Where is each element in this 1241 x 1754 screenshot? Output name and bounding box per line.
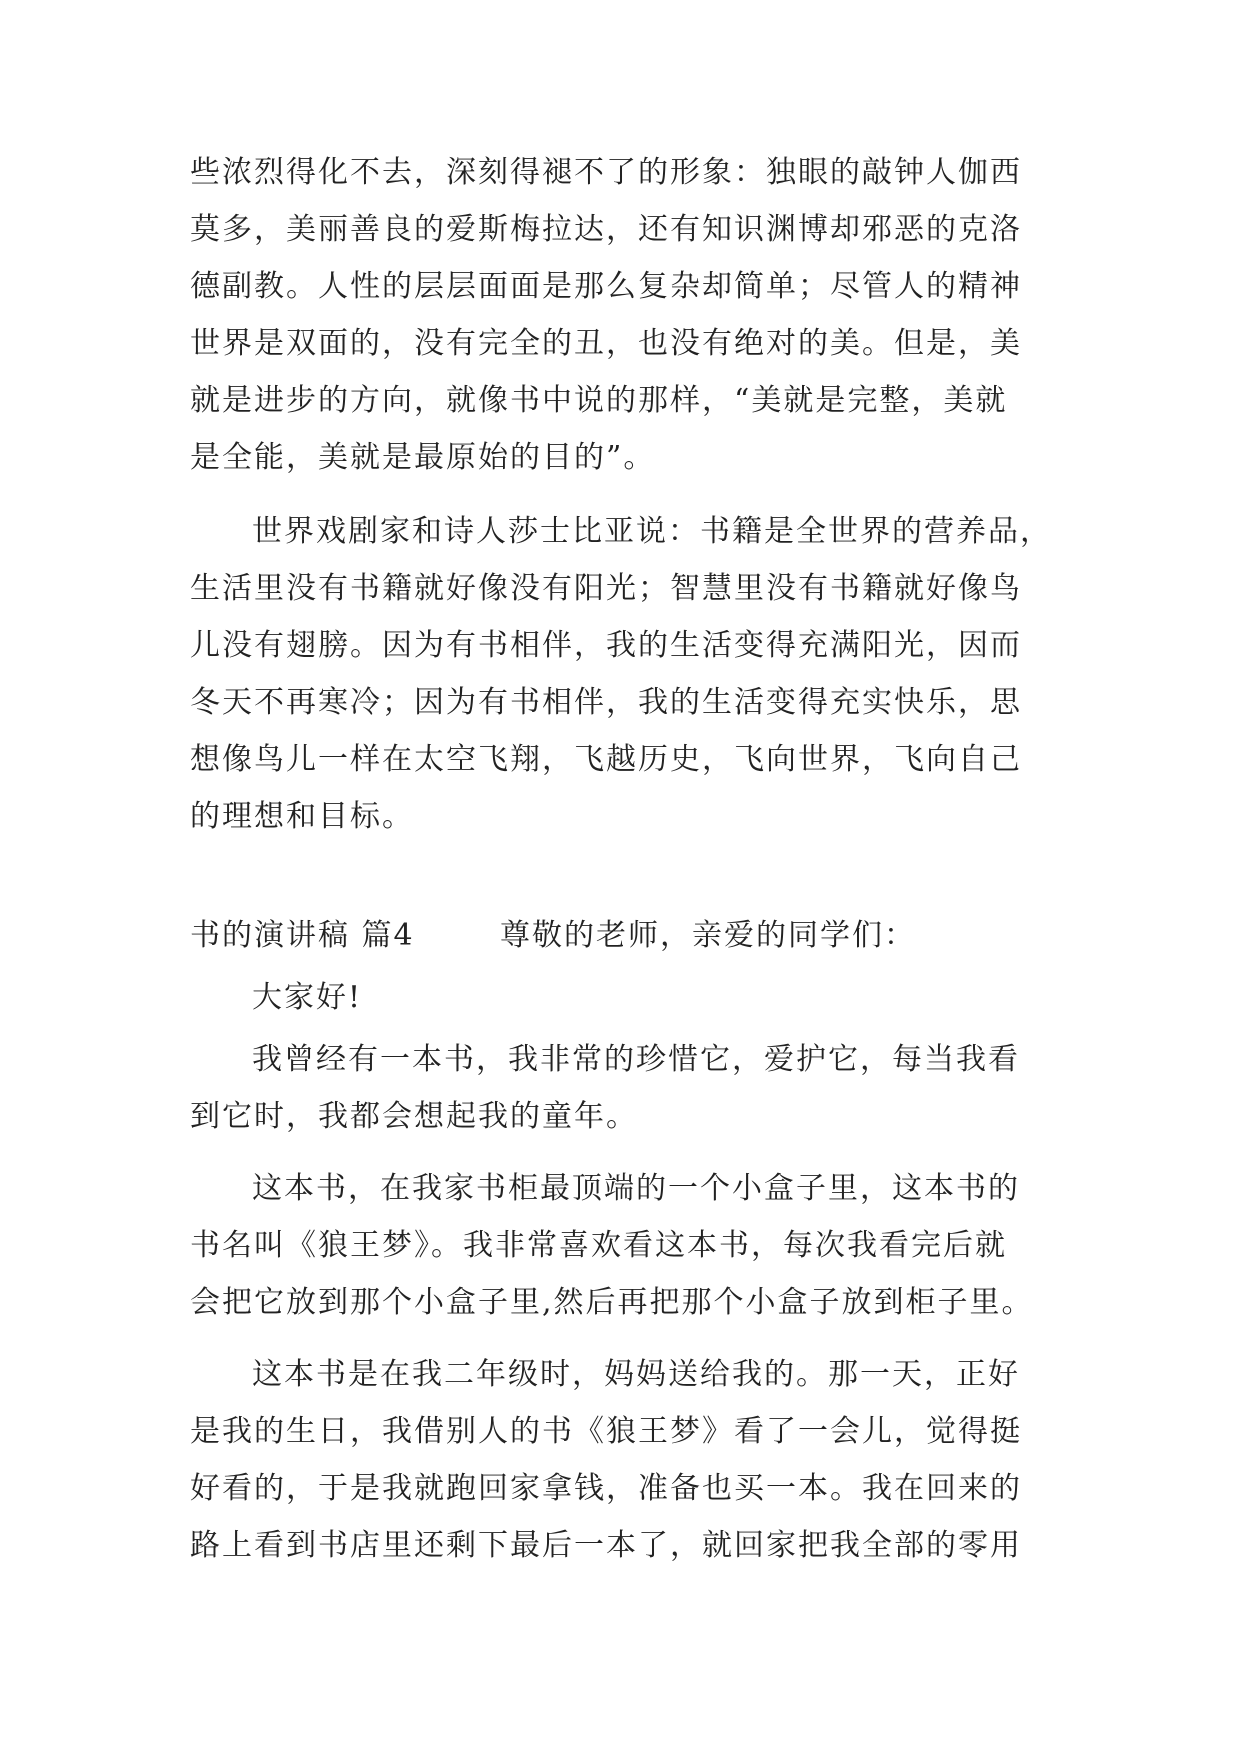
- text-line: 想像鸟儿一样在太空飞翔，飞越历史，飞向世界，飞向自己: [190, 742, 1022, 777]
- text-line: 路上看到书店里还剩下最后一本了，就回家把我全部的零用: [190, 1528, 1022, 1563]
- text-line: 这本书是在我二年级时，妈妈送给我的。那一天，正好: [252, 1357, 1020, 1392]
- text-line: 好看的，于是我就跑回家拿钱，准备也买一本。我在回来的: [190, 1471, 1022, 1506]
- text-line: 冬天不再寒冷；因为有书相伴，我的生活变得充实快乐，思: [190, 685, 1022, 720]
- text-line: 些浓烈得化不去，深刻得褪不了的形象：独眼的敲钟人伽西: [190, 155, 1022, 190]
- text-line: 书名叫《狼王梦》。我非常喜欢看这本书，每次我看完后就: [190, 1228, 1007, 1263]
- text-line: 世界戏剧家和诗人莎士比亚说：书籍是全世界的营养品，: [252, 514, 1052, 549]
- greeting: 大家好!: [252, 980, 363, 1015]
- text-line: 莫多，美丽善良的爱斯梅拉达，还有知识渊博却邪恶的克洛: [190, 212, 1022, 247]
- text-line: 我曾经有一本书，我非常的珍惜它，爱护它，每当我看: [252, 1042, 1020, 1077]
- section-title: 书的演讲稿 篇4: [190, 918, 415, 953]
- text-line: 德副教。人性的层层面面是那么复杂却简单；尽管人的精神: [190, 269, 1022, 304]
- text-line: 世界是双面的，没有完全的丑，也没有绝对的美。但是，美: [190, 326, 1022, 361]
- text-line: 儿没有翅膀。因为有书相伴，我的生活变得充满阳光，因而: [190, 628, 1022, 663]
- text-line: 生活里没有书籍就好像没有阳光；智慧里没有书籍就好像鸟: [190, 571, 1022, 606]
- salutation: 尊敬的老师，亲爱的同学们：: [500, 918, 916, 953]
- text-line: 到它时，我都会想起我的童年。: [190, 1099, 638, 1134]
- text-line: 是全能，美就是最原始的目的”。: [190, 440, 656, 475]
- text-line: 的理想和目标。: [190, 799, 414, 834]
- text-line: 这本书，在我家书柜最顶端的一个小盒子里，这本书的: [252, 1171, 1020, 1206]
- text-line: 是我的生日，我借别人的书《狼王梦》看了一会儿，觉得挺: [190, 1414, 1022, 1449]
- text-line: 就是进步的方向，就像书中说的那样，“美就是完整，美就: [190, 383, 1008, 418]
- text-line: 会把它放到那个小盒子里,然后再把那个小盒子放到柜子里。: [190, 1285, 1034, 1320]
